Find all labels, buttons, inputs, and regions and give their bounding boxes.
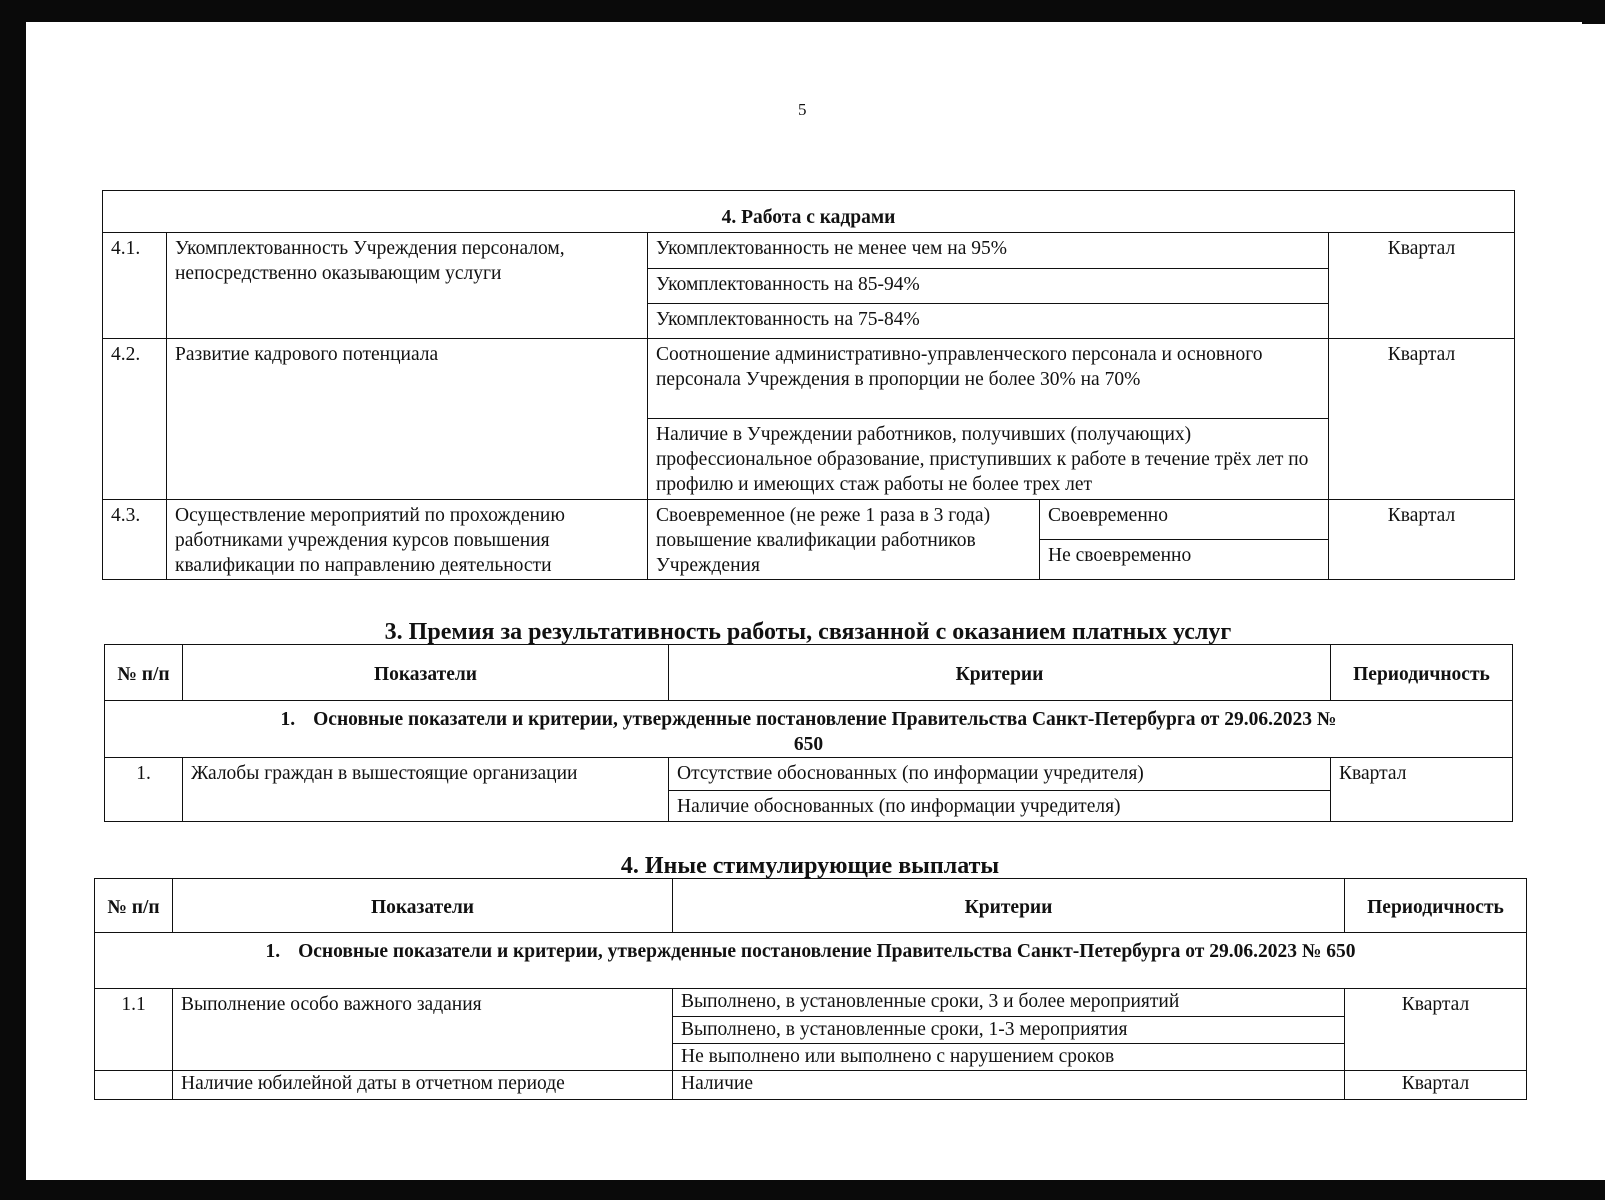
section-heading: 4. Работа с кадрами (103, 191, 1515, 233)
criterion-cell: Выполнено, в установленные сроки, 3 и более мероприятий (673, 989, 1345, 1017)
indicator-cell: Жалобы граждан в вышестоящие организации (183, 758, 669, 822)
criterion-cell: Укомплектованность на 85-94% (648, 269, 1329, 304)
row-number: 1.1 (95, 989, 173, 1071)
header-criteria: Критерии (673, 879, 1345, 933)
indicator-cell: Осуществление мероприятий по прохождению работниками учреждения курсов повышения квалификации по направлению деятельности (167, 500, 648, 580)
subheading-text: Основные показатели и критерии, утвержденные постановление Правительства Санкт-Петербурга от 29.06.2023 № 650 (298, 941, 1356, 962)
criterion-cell: Укомплектованность не менее чем на 95% (648, 233, 1329, 269)
criterion-cell: Соотношение административно-управленческого персонала и основного персонала Учреждения в пропорции не более 30% на 70% (648, 339, 1329, 419)
indicator-cell: Развитие кадрового потенциала (167, 339, 648, 500)
header-criteria: Критерии (669, 645, 1331, 701)
criterion-cell: Выполнено, в установленные сроки, 1-3 мероприятия (673, 1017, 1345, 1044)
header-indicators: Показатели (173, 879, 673, 933)
scan-border-top (0, 0, 1605, 22)
criterion-cell: Укомплектованность на 75-84% (648, 304, 1329, 339)
period-cell: Квартал (1345, 1071, 1527, 1100)
header-indicators: Показатели (183, 645, 669, 701)
row-number: 4.2. (103, 339, 167, 500)
criterion-cell: Отсутствие обоснованных (по информации учредителя) (669, 758, 1331, 791)
other-incentive-payments-table (94, 878, 1527, 1100)
indicator-cell: Наличие юбилейной даты в отчетном периоде (173, 1071, 673, 1100)
scan-border-left (0, 0, 26, 1200)
subheading-text: Основные показатели и критерии, утвержденные постановление Правительства Санкт-Петербурга от 29.06.2023 № 650 (313, 709, 1337, 755)
indicator-cell: Выполнение особо важного задания (173, 989, 673, 1071)
paid-services-bonus-table (104, 644, 1513, 822)
criterion-cell: Наличие обоснованных (по информации учредителя) (669, 791, 1331, 822)
period-cell: Квартал (1345, 989, 1527, 1071)
criterion-cell: Своевременно (1040, 500, 1329, 540)
period-cell: Квартал (1329, 339, 1515, 500)
period-cell: Квартал (1331, 758, 1513, 822)
period-cell: Квартал (1329, 500, 1515, 580)
criterion-cell: Наличие в Учреждении работников, получивших (получающих) профессиональное образование, приступивших к работе в течение трёх лет по профилю и имеющих стаж работы не более трех лет (648, 419, 1329, 500)
header-period: Периодичность (1331, 645, 1513, 701)
indicator-cell: Укомплектованность Учреждения персоналом, непосредственно оказывающим услуги (167, 233, 648, 339)
row-number (95, 1071, 173, 1100)
scan-border-right (1582, 0, 1605, 24)
section-title: 4. Иные стимулирующие выплаты (620, 853, 1000, 879)
section-title: 3. Премия за результативность работы, связанной с оказанием платных услуг (384, 619, 1232, 645)
header-num: № п/п (95, 879, 173, 933)
subheading-cell (105, 701, 1513, 758)
row-number: 4.1. (103, 233, 167, 339)
page-number: 5 (798, 100, 807, 119)
subheading-number: 1. (280, 709, 296, 730)
header-period: Периодичность (1345, 879, 1527, 933)
period-cell: Квартал (1329, 233, 1515, 339)
criterion-main-cell: Своевременное (не реже 1 раза в 3 года) повышение квалификации работников Учреждения (648, 500, 1040, 580)
row-number: 4.3. (103, 500, 167, 580)
subheading-number: 1. (265, 941, 281, 962)
criterion-cell: Не своевременно (1040, 540, 1329, 580)
staff-work-table (102, 190, 1515, 580)
header-num: № п/п (105, 645, 183, 701)
row-number: 1. (105, 758, 183, 822)
scan-border-bottom (0, 1180, 1605, 1200)
criterion-cell: Наличие (673, 1071, 1345, 1100)
criterion-cell: Не выполнено или выполнено с нарушением сроков (673, 1044, 1345, 1071)
subheading-cell (95, 933, 1527, 989)
